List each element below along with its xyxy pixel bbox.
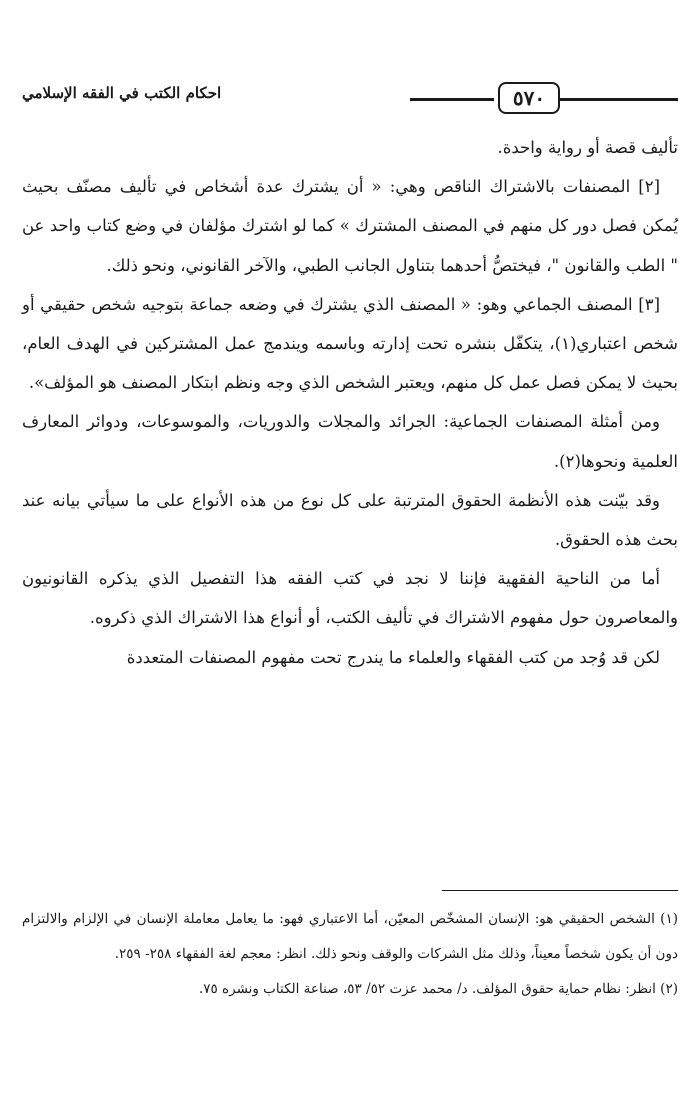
paragraph: ومن أمثلة المصنفات الجماعية: الجرائد والمجلات والدوريات، والموسوعات، ودوائر المعارف العلمية ونحوها(٢). xyxy=(22,412,678,471)
header-rule xyxy=(410,98,494,101)
running-header xyxy=(22,78,678,122)
paragraph: لكن قد وُجد من كتب الفقهاء والعلماء ما يندرج تحت مفهوم المصنفات المتعددة xyxy=(126,647,660,667)
paragraph: [٣] المصنف الجماعي وهو: « المصنف الذي يشترك في وضعه جماعة بتوجيه شخص حقيقي أو شخص اعتباري(١)، يتكفّل بنشره تحت إدارته وباسمه ويندمج عمل المشتركين في الهدف العام، بحيث لا يمكن فصل عمل كل منهم، ويعتبر الشخص الذي وجه ونظم ابتكار المصنف هو المؤلف». xyxy=(22,294,679,393)
paragraph: تأليف قصة أو رواية واحدة. xyxy=(497,138,678,157)
page-number: ٥٧٠ xyxy=(498,82,560,114)
paragraph: أما من الناحية الفقهية فإننا لا نجد في كتب الفقه هذا التفصيل الذي يذكره القانونيون والمعاصرون حول مفهوم الاشتراك في تأليف الكتب، أو أنواع هذا الاشتراك الذي ذكروه. xyxy=(22,569,678,628)
body-text xyxy=(22,128,678,677)
paragraph: [٢] المصنفات بالاشتراك الناقص وهي: « أن يشترك عدة أشخاص في تأليف مصنّف بحيث يُمكن فصل دور كل منهم في المصنف المشترك » كما لو اشترك مؤلفان في وضع كتاب واحد عن " الطب والقانون "، فيختصُّ أحدهما بتناول الجانب الطبي، والآخر القانوني، ونحو ذلك. xyxy=(22,177,678,275)
footnotes xyxy=(22,902,678,1007)
header-rule xyxy=(560,98,678,101)
footnote: (١) الشخص الحقيقي هو: الإنسان المشخّص المعيّن، أما الاعتباري فهو: ما يعامل معاملة الإنسان في الإلزام والالتزام دون أن يكون شخصاً معيناً، وذلك مثل الشركات والوقف ونحو ذلك. انظر: معجم لغة الفقهاء ٢٥٨- ٢٥٩. xyxy=(22,911,678,962)
running-title: احكام الكتب في الفقه الإسلامي xyxy=(22,84,222,102)
paragraph: وقد بيّنت هذه الأنظمة الحقوق المترتبة على كل نوع من هذه الأنواع على ما سيأتي بيانه عند بحث هذه الحقوق. xyxy=(22,490,678,550)
footnote-separator xyxy=(442,890,678,891)
footnote: (٢) انظر: نظام حماية حقوق المؤلف. د/ محمد عزت ٥٢/ ٥٣، صناعة الكتاب ونشره ٧٥. xyxy=(198,981,678,997)
